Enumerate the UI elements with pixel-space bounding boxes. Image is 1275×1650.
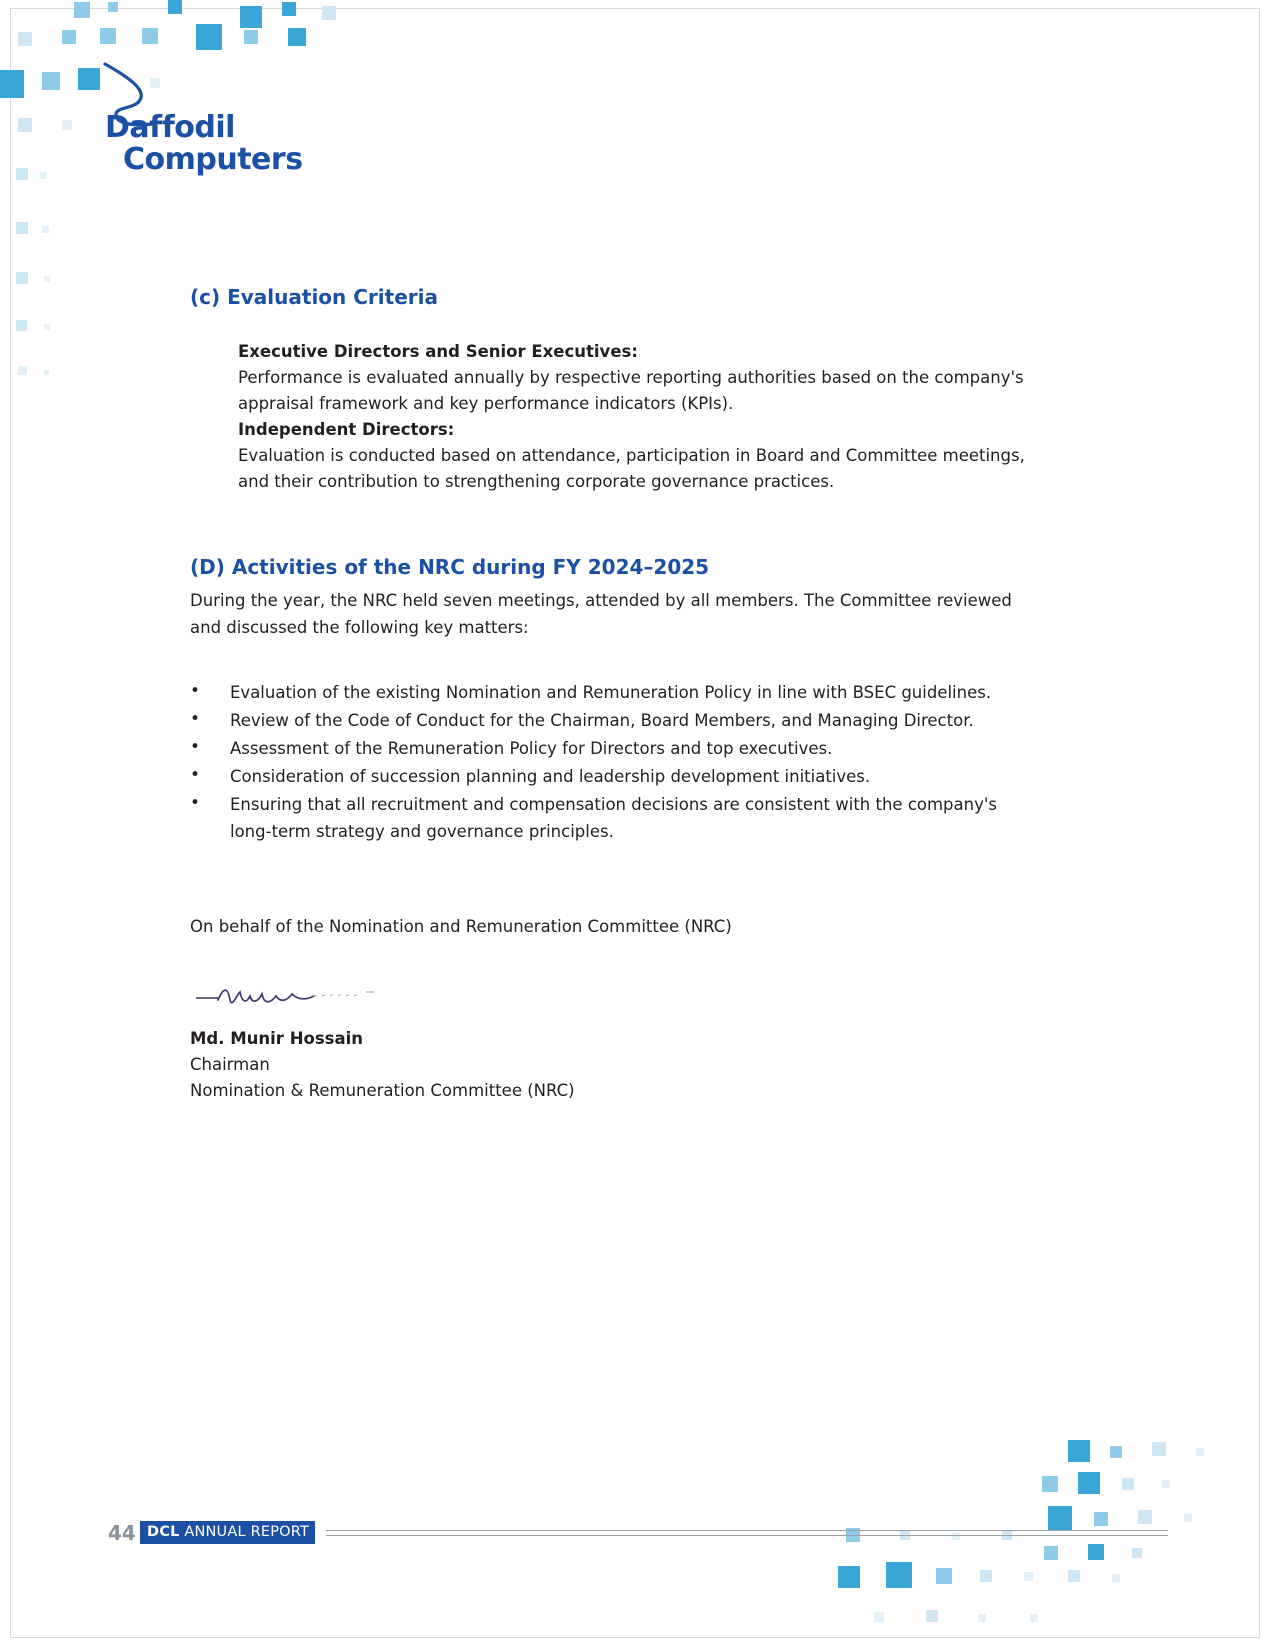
signer-name: Md. Munir Hossain	[190, 1029, 364, 1048]
list-item: • Consideration of succession planning and leadership development initiatives.	[190, 763, 1030, 790]
page-content	[190, 285, 1030, 1104]
executive-directors-text: Performance is evaluated annually by respective reporting authorities based on the company's appraisal framework and key performance indicators (KPIs).	[238, 368, 1024, 413]
on-behalf-text: On behalf of the Nomination and Remuneration Committee (NRC)	[190, 917, 732, 936]
independent-directors-text: Evaluation is conducted based on attendance, participation in Board and Committee meetings, and their contribution to strengthening corporate governance practices.	[238, 446, 1025, 491]
evaluation-criteria-block	[238, 339, 1030, 495]
company-logo	[100, 60, 360, 180]
page-footer	[108, 1521, 1168, 1545]
section-c-title: (c) Evaluation Criteria	[190, 285, 438, 309]
handwritten-signature-icon	[190, 978, 410, 1018]
executive-directors-heading: Executive Directors and Senior Executives:	[238, 342, 638, 361]
signer-role: Chairman	[190, 1055, 270, 1074]
section-d-title: (D) Activities of the NRC during FY 2024–2025	[190, 555, 710, 579]
footer-badge-bold: DCL	[147, 1524, 180, 1540]
footer-report-badge	[140, 1521, 315, 1544]
list-item: • Evaluation of the existing Nomination and Remuneration Policy in line with BSEC guidelines.	[190, 679, 1030, 706]
independent-directors-heading: Independent Directors:	[238, 420, 455, 439]
logo-line-2: Computers	[123, 142, 303, 177]
footer-badge-light: ANNUAL REPORT	[179, 1524, 310, 1540]
list-item: • Ensuring that all recruitment and compensation decisions are consistent with the company's long-term strategy and governance principles.	[190, 791, 1030, 845]
signer-committee: Nomination & Remuneration Committee (NRC)	[190, 1081, 575, 1100]
nrc-activities-list	[190, 679, 1030, 845]
list-item: • Assessment of the Remuneration Policy for Directors and top executives.	[190, 735, 1030, 762]
footer-rule	[326, 1530, 1168, 1536]
logo-wordmark	[105, 112, 303, 176]
signature-image	[190, 978, 410, 1018]
section-d-intro: During the year, the NRC held seven meetings, attended by all members. The Committee reviewed and discussed the following key matters:	[190, 591, 1012, 637]
logo-line-1: Daffodil	[105, 110, 235, 145]
footer-page-number: 44	[108, 1521, 136, 1545]
list-item: • Review of the Code of Conduct for the Chairman, Board Members, and Managing Director.	[190, 707, 1030, 734]
